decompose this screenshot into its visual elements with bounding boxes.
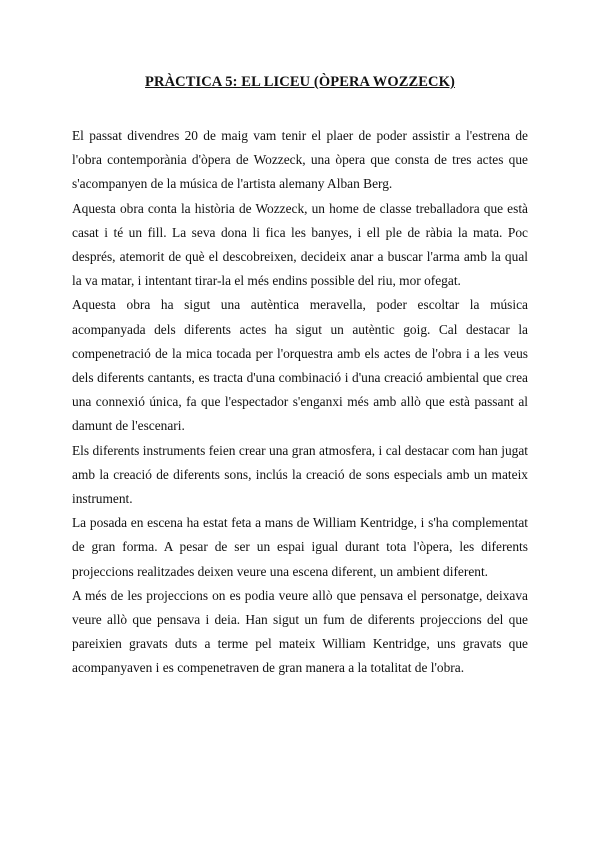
document-body: [72, 124, 528, 681]
paragraph-plot: Aquesta obra conta la història de Wozzeck, un home de classe treballadora que està casat i té un fill. La seva dona li fica les banyes, i ell ple de ràbia la mata. Poc després, atemorit de què el descobreixen, decideix anar a buscar l'arma amb la qual la va matar, i intentant tirar-la el més endins possible del riu, mor ofegat.: [72, 200, 528, 289]
paragraph-projections: A més de les projeccions on es podia veure allò que pensava el personatge, deixava veure allò que pensava i deia. Han sigut un fum de diferents projeccions del que pareixien gravats duts a terme pel mateix William Kentridge, uns gravats que acompanyaven i es compenetraven de gran manera a la totalitat de l'obra.: [72, 587, 528, 676]
paragraph-staging: La posada en escena ha estat feta a mans de William Kentridge, i s'ha complementat de gran forma. A pesar de ser un espai igual durant tota l'òpera, les diferents projeccions realitzades deixen veure una escena diferent, un ambient diferent.: [72, 515, 528, 579]
paragraph-intro: El passat divendres 20 de maig vam tenir el plaer de poder assistir a l'estrena de l'obra contemporània d'òpera de Wozzeck, una òpera que consta de tres actes que s'acompanyen de la música de l'artista alemany Alban Berg.: [72, 128, 528, 192]
document-title: PRÀCTICA 5: EL LICEU (ÒPERA WOZZECK): [145, 74, 455, 90]
paragraph-instruments: Els diferents instruments feien crear una gran atmosfera, i cal destacar com han jugat amb la creació de diferents sons, inclús la creació de sons especials amb un mateix instrument.: [72, 442, 528, 507]
paragraph-opinion: Aquesta obra ha sigut una autèntica meravella, poder escoltar la música acompanyada dels diferents actes ha sigut un autèntic goig. Cal destacar la compenetració de la mica tocada per l'orquestra amb els actes de l'obra i a les veus dels diferents cantants, es tracta d'una combinació i d'una creació ambiental que crea una connexió única, fa que l'espectador s'enganxi més amb allò que està passant al damunt de l'escenari.: [72, 297, 528, 434]
